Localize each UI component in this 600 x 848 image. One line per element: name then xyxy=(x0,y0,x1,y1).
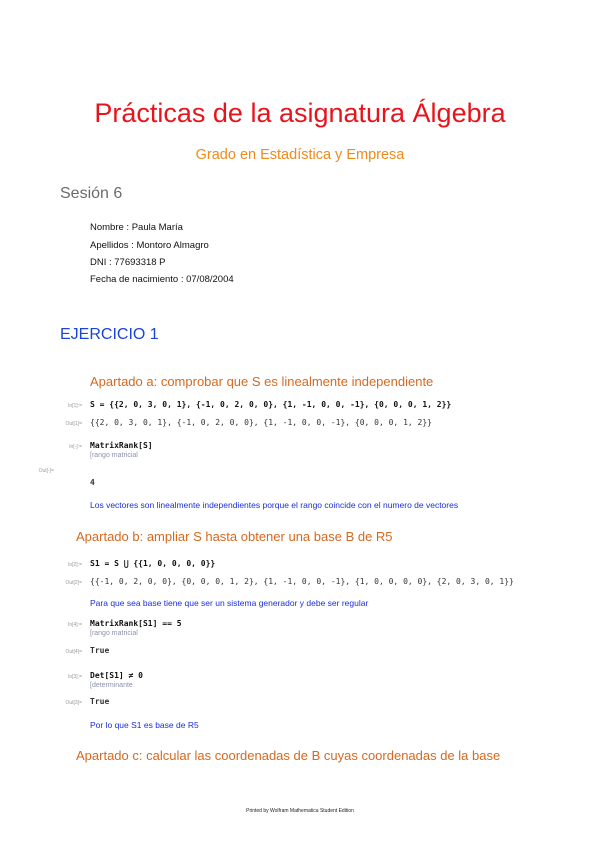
input-label: In[1]:= xyxy=(67,403,82,409)
autocomplete-hint: [rango matricial xyxy=(90,452,138,459)
output-cell: True xyxy=(90,697,110,706)
input-cell[interactable]: Det[S1] ≠ 0 xyxy=(90,671,143,680)
autocomplete-hint: [determinante xyxy=(90,682,133,689)
autocomplete-hint: [rango matricial xyxy=(90,630,138,637)
output-label: Out[1]= xyxy=(65,421,82,427)
input-label: In[-]:= xyxy=(69,444,82,450)
output-cell: 4 xyxy=(90,478,95,487)
student-birthdate: Fecha de nacimiento : 07/08/2004 xyxy=(90,274,234,285)
output-label: Out[3]= xyxy=(65,700,82,706)
input-cell[interactable]: MatrixRank[S1] == 5 xyxy=(90,619,182,628)
input-cell[interactable]: S1 = S ⋃ {{1, 0, 0, 0, 0}} xyxy=(90,559,216,568)
note-text: Para que sea base tiene que ser un sistema generador y debe ser regular xyxy=(90,598,369,608)
output-cell: {{-1, 0, 2, 0, 0}, {0, 0, 0, 1, 2}, {1, -1, 0, 0, -1}, {1, 0, 0, 0, 0}, {2, 0, 3, 0, 1}} xyxy=(90,577,514,586)
output-cell: True xyxy=(90,646,110,655)
exercise-title: EJERCICIO 1 xyxy=(60,326,159,343)
input-label: In[3]:= xyxy=(67,674,82,680)
input-label: In[2]:= xyxy=(67,562,82,568)
part-c-heading: Apartado c: calcular las coordenadas de B cuyas coordenadas de la base xyxy=(76,748,501,763)
part-b-heading: Apartado b: ampliar S hasta obtener una base B de R5 xyxy=(76,529,393,544)
output-cell: {{2, 0, 3, 0, 1}, {-1, 0, 2, 0, 0}, {1, -1, 0, 0, -1}, {0, 0, 0, 1, 2}} xyxy=(90,418,432,427)
student-dni: DNI : 77693318 P xyxy=(90,257,166,268)
page-subtitle: Grado en Estadística y Empresa xyxy=(195,147,405,163)
footer-text: Printed by Wolfram Mathematica Student Edition xyxy=(246,808,354,814)
conclusion-text: Los vectores son linealmente independientes porque el rango coincide con el numero de vectores xyxy=(90,500,459,510)
student-surnames: Apellidos : Montoro Almagro xyxy=(90,240,209,251)
note-text: Por lo que S1 es base de R5 xyxy=(90,720,199,730)
student-name: Nombre : Paula María xyxy=(90,222,183,233)
output-label: Out[4]= xyxy=(65,649,82,655)
input-cell[interactable]: MatrixRank[S] xyxy=(90,441,153,450)
output-label: Out[2]= xyxy=(65,580,82,586)
part-a-heading: Apartado a: comprobar que S es linealmente independiente xyxy=(90,374,434,389)
input-cell[interactable]: S = {{2, 0, 3, 0, 1}, {-1, 0, 2, 0, 0}, {1, -1, 0, 0, -1}, {0, 0, 0, 1, 2}} xyxy=(90,400,452,409)
input-label: In[4]:= xyxy=(67,622,82,628)
output-label: Out[-]= xyxy=(38,468,54,474)
session-heading: Sesión 6 xyxy=(60,185,123,202)
page-title: Prácticas de la asignatura Álgebra xyxy=(94,98,506,128)
